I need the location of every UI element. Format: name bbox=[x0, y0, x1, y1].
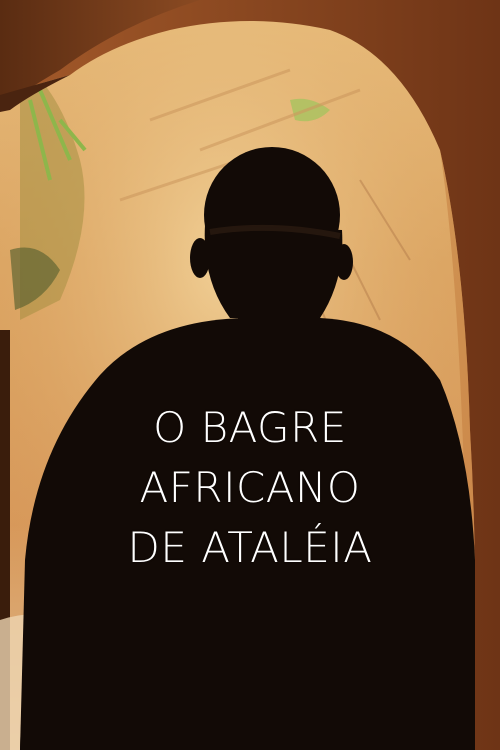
title-line-3: DE ATALÉIA bbox=[127, 523, 373, 572]
title-line-2: AFRICANO bbox=[139, 463, 361, 512]
movie-title bbox=[60, 398, 440, 578]
title-line-1: O BAGRE bbox=[153, 403, 347, 452]
